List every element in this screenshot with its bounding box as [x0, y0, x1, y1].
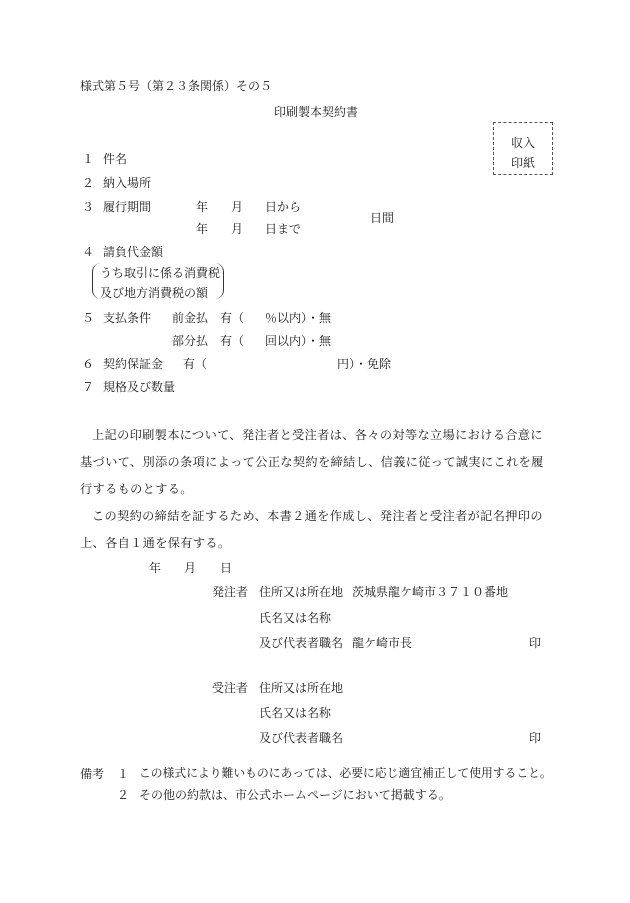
item-5-number: ５: [82, 311, 95, 325]
item-7-label: 規格及び数量: [103, 380, 176, 394]
body-paragraph-1: 上記の印刷製本について、発注者と受注者は、各々の対等な立場における合意に基づいて、別添の条項によって公正な契約を締結し、信義に従って誠実にこれを履行するものとする。: [80, 428, 544, 496]
orderer-rep: 龍ケ崎市長: [352, 636, 413, 650]
contractor-address-label: 住所又は所在地: [259, 681, 344, 695]
item-6-number: ６: [82, 357, 95, 371]
deposit-yen: 円）・免除: [337, 357, 392, 371]
orderer-name-label: 氏名又は名称: [259, 611, 332, 625]
contract-date-year: 年: [149, 561, 162, 575]
note-1-number: １: [117, 767, 130, 781]
partial-payment-count: 回以内）・無: [265, 334, 332, 348]
revenue-stamp-box: [493, 122, 553, 175]
note-2-text: その他の約款は、市公式ホームページにおいて掲載する。: [139, 788, 451, 802]
partial-payment-yes: 有（: [220, 334, 245, 348]
contractor-name-label: 氏名又は名称: [259, 706, 332, 720]
item-4-number: ４: [82, 245, 95, 259]
form-number: 様式第５号（第２３条関係）その５: [80, 79, 273, 93]
item-6-label: 契約保証金: [103, 357, 164, 371]
notes-heading: 備考: [80, 767, 105, 781]
period-days: 日間: [370, 211, 395, 225]
tax-label-line2: 及び地方消費税の額: [100, 286, 209, 300]
stamp-label-line1: 収入: [510, 136, 535, 150]
item-7-number: ７: [82, 380, 95, 394]
item-1-label: 件名: [103, 152, 128, 166]
period-start-day: 日から: [265, 200, 302, 214]
item-5-label: 支払条件: [103, 311, 152, 325]
deposit-yes: 有（: [183, 357, 208, 371]
orderer-rep-label: 及び代表者職名: [259, 636, 344, 650]
item-3-label: 履行期間: [103, 200, 152, 214]
note-2-number: ２: [117, 788, 130, 802]
period-end-day: 日まで: [265, 222, 302, 236]
stamp-label-line2: 印紙: [510, 156, 535, 170]
contractor-seal-mark: 印: [529, 731, 542, 745]
body-paragraph-2: この契約の締結を証するため、本書２通を作成し、発注者と受注者が記名押印の上、各自１通を保有する。: [80, 509, 543, 550]
tax-label-line1: うち取引に係る消費税: [100, 266, 221, 280]
partial-payment-label: 部分払: [172, 334, 209, 348]
orderer-role: 発注者: [212, 585, 249, 599]
item-2-label: 納入場所: [103, 176, 152, 190]
item-1-number: １: [82, 152, 95, 166]
item-2-number: ２: [82, 176, 95, 190]
orderer-address-label: 住所又は所在地: [259, 585, 344, 599]
contract-date-month: 月: [184, 561, 197, 575]
period-start-month: 月: [231, 200, 244, 214]
period-start-year: 年: [196, 200, 209, 214]
advance-payment-label: 前金払: [172, 311, 209, 325]
advance-payment-percent: ％以内）・無: [265, 311, 332, 325]
orderer-seal-mark: 印: [529, 636, 542, 650]
period-end-month: 月: [231, 222, 244, 236]
period-end-year: 年: [196, 222, 209, 236]
note-1-text: この様式により難いものにあっては、必要に応じ適宜補正して使用すること。: [139, 766, 552, 780]
contract-date-day: 日: [220, 561, 233, 575]
contractor-rep-label: 及び代表者職名: [259, 731, 344, 745]
advance-payment-yes: 有（: [220, 311, 245, 325]
item-3-number: ３: [82, 200, 95, 214]
document-title: 印刷製本契約書: [274, 105, 359, 119]
item-4-label: 請負代金額: [103, 245, 164, 259]
orderer-address: 茨城県龍ケ崎市３７１０番地: [352, 585, 509, 599]
contractor-role: 受注者: [212, 681, 249, 695]
